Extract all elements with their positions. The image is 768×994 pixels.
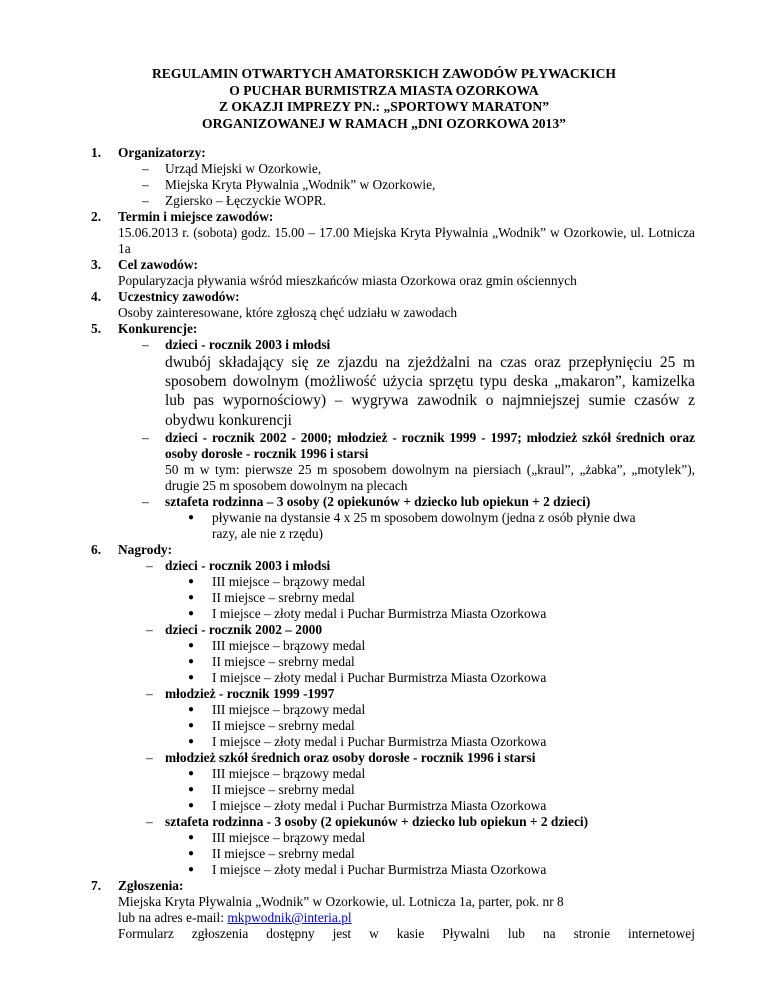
prize-item: ● III miejsce – brązowy medal bbox=[188, 701, 366, 717]
list-item: ● pływanie na dystansie 4 x 25 m sposobem dowolnym (jedna z osób płynie dwa razy, ale nie z rzędu) bbox=[188, 509, 636, 541]
email-link[interactable]: mkpwodnik@interia.pl bbox=[227, 909, 352, 925]
section-heading: Zgłoszenia: bbox=[118, 877, 184, 893]
document-title bbox=[0, 66, 768, 132]
section-number: 2. bbox=[91, 209, 102, 224]
section-number: 3. bbox=[91, 257, 102, 272]
bullet-marker: ● bbox=[188, 847, 195, 859]
bullet-marker: ● bbox=[188, 607, 195, 619]
dash-marker: – bbox=[146, 749, 153, 765]
dash-marker: – bbox=[142, 161, 149, 176]
registration-email-line: lub na adres e-mail: mkpwodnik@interia.pl bbox=[118, 909, 352, 925]
competition-title: – dzieci - rocznik 2003 i młodsi bbox=[142, 337, 331, 352]
prize-item: ● II miejsce – srebrny medal bbox=[188, 717, 355, 733]
bullet-marker: ● bbox=[188, 655, 195, 667]
dash-marker: – bbox=[142, 493, 149, 509]
section-text: Osoby zainteresowane, które zgłoszą chęć udziału w zawodach bbox=[118, 305, 458, 320]
bullet-marker: ● bbox=[188, 591, 195, 603]
section-date-place bbox=[91, 209, 695, 257]
bullet-marker: ● bbox=[188, 671, 195, 683]
dash-marker: – bbox=[142, 193, 149, 208]
bullet-marker: ● bbox=[188, 575, 195, 587]
section-heading: Uczestnicy zawodów: bbox=[118, 289, 240, 304]
prize-group-title: – dzieci - rocznik 2002 – 2000 bbox=[146, 621, 323, 637]
prize-group-title: – sztafeta rodzinna - 3 osoby (2 opiekunów + dziecko lub opiekun + 2 dzieci) bbox=[146, 813, 589, 829]
bullet-marker: ● bbox=[188, 783, 195, 795]
prize-item: ● III miejsce – brązowy medal bbox=[188, 765, 366, 781]
competition-title: – dzieci - rocznik 2002 - 2000; młodzież - rocznik 1999 - 1997; młodzież szkół średnich oraz osoby dorosłe - rocznik 1996 i starsi bbox=[142, 429, 695, 461]
prize-item: ● I miejsce – złoty medal i Puchar Burmistrza Miasta Ozorkowa bbox=[188, 733, 547, 749]
bullet-marker: ● bbox=[188, 703, 195, 715]
section-goal bbox=[91, 257, 695, 289]
prize-item: ● III miejsce – brązowy medal bbox=[188, 829, 366, 845]
prize-item: ● I miejsce – złoty medal i Puchar Burmistrza Miasta Ozorkowa bbox=[188, 797, 547, 813]
competition-description: 50 m w tym: pierwsze 25 m sposobem dowolnym na piersiach („kraul”, „żabka”, „motylek”), drugie 25 m sposobem dowolnym na plecach bbox=[165, 461, 695, 493]
section-number: 5. bbox=[91, 321, 102, 336]
section-number: 6. bbox=[91, 541, 102, 557]
prize-item: ● II miejsce – srebrny medal bbox=[188, 589, 355, 605]
title-line-4: ORGANIZOWANEJ W RAMACH „DNI OZORKOWA 2013” bbox=[202, 115, 566, 131]
prize-group-title: – dzieci - rocznik 2003 i młodsi bbox=[146, 557, 331, 573]
document-body bbox=[91, 145, 695, 942]
section-number: 4. bbox=[91, 289, 102, 304]
prize-item: ● I miejsce – złoty medal i Puchar Burmistrza Miasta Ozorkowa bbox=[188, 861, 547, 877]
bullet-marker: ● bbox=[188, 735, 195, 747]
bullet-marker: ● bbox=[188, 511, 195, 523]
list-item: – Urząd Miejski w Ozorkowie, bbox=[142, 161, 322, 176]
prize-item: ● II miejsce – srebrny medal bbox=[188, 845, 355, 861]
section-number: 1. bbox=[91, 145, 102, 160]
section-competitions bbox=[91, 321, 695, 542]
section-heading: Cel zawodów: bbox=[118, 257, 198, 272]
registration-form-line: Formularz zgłoszenia dostępny jest w kasie Pływalni lub na stronie internetowej bbox=[118, 925, 695, 941]
dash-marker: – bbox=[146, 685, 153, 701]
section-registration bbox=[91, 878, 695, 942]
prize-item: ● III miejsce – brązowy medal bbox=[188, 637, 366, 653]
section-organizers bbox=[91, 145, 695, 209]
section-heading: Termin i miejsce zawodów: bbox=[118, 209, 274, 224]
section-heading: Konkurencje: bbox=[118, 321, 198, 336]
list-item: – Miejska Kryta Pływalnia „Wodnik” w Ozorkowie, bbox=[142, 177, 436, 192]
section-heading: Nagrody: bbox=[118, 541, 173, 557]
bullet-marker: ● bbox=[188, 767, 195, 779]
registration-address: Miejska Kryta Pływalnia „Wodnik” w Ozorkowie, ul. Lotnicza 1a, parter, pok. nr 8 bbox=[118, 893, 564, 909]
title-line-2: O PUCHAR BURMISTRZA MIASTA OZORKOWA bbox=[229, 82, 539, 98]
bullet-marker: ● bbox=[188, 831, 195, 843]
prize-group-title: – młodzież - rocznik 1999 -1997 bbox=[146, 685, 335, 701]
dash-marker: – bbox=[146, 621, 153, 637]
prize-item: ● II miejsce – srebrny medal bbox=[188, 653, 355, 669]
bullet-marker: ● bbox=[188, 639, 195, 651]
section-heading: Organizatorzy: bbox=[118, 145, 206, 160]
bullet-marker: ● bbox=[188, 863, 195, 875]
bullet-marker: ● bbox=[188, 719, 195, 731]
prize-item: ● I miejsce – złoty medal i Puchar Burmistrza Miasta Ozorkowa bbox=[188, 605, 547, 621]
dash-marker: – bbox=[146, 557, 153, 573]
prize-item: ● III miejsce – brązowy medal bbox=[188, 573, 366, 589]
prize-item: ● I miejsce – złoty medal i Puchar Burmistrza Miasta Ozorkowa bbox=[188, 669, 547, 685]
competition-description: dwubój składający się ze zjazdu na zjeżdżalni na czas oraz przepłynięciu 25 m sposobem dowolnym (możliwość użycia sprzętu typu deska „makaron”, kamizelka lub pas wypornościowy) – wygrywa zawodnik o najmniejszej sumie czasów z obydwu konkurencji bbox=[165, 354, 695, 429]
section-prizes bbox=[91, 542, 695, 878]
bullet-marker: ● bbox=[188, 799, 195, 811]
section-number: 7. bbox=[91, 877, 102, 893]
dash-marker: – bbox=[142, 337, 149, 352]
list-item: – Zgiersko – Łęczyckie WOPR. bbox=[142, 193, 327, 208]
prize-item: ● II miejsce – srebrny medal bbox=[188, 781, 355, 797]
title-line-1: REGULAMIN OTWARTYCH AMATORSKICH ZAWODÓW PŁYWACKICH bbox=[151, 66, 617, 81]
section-text: Popularyzacja pływania wśród mieszkańców miasta Ozorkowa oraz gmin ościennych bbox=[118, 273, 577, 288]
competition-title: – sztafeta rodzinna – 3 osoby (2 opiekunów + dziecko lub opiekun + 2 dzieci) bbox=[142, 493, 591, 509]
section-participants bbox=[91, 289, 695, 321]
dash-marker: – bbox=[142, 429, 149, 445]
dash-marker: – bbox=[142, 177, 149, 192]
dash-marker: – bbox=[146, 813, 153, 829]
title-line-3: Z OKAZJI IMPREZY PN.: „SPORTOWY MARATON” bbox=[218, 99, 550, 114]
prize-group-title: – młodzież szkół średnich oraz osoby dorosłe - rocznik 1996 i starsi bbox=[146, 749, 536, 765]
section-text: 15.06.2013 r. (sobota) godz. 15.00 – 17.00 Miejska Kryta Pływalnia „Wodnik” w Ozorkowie, ul. Lotnicza 1a bbox=[118, 225, 695, 256]
